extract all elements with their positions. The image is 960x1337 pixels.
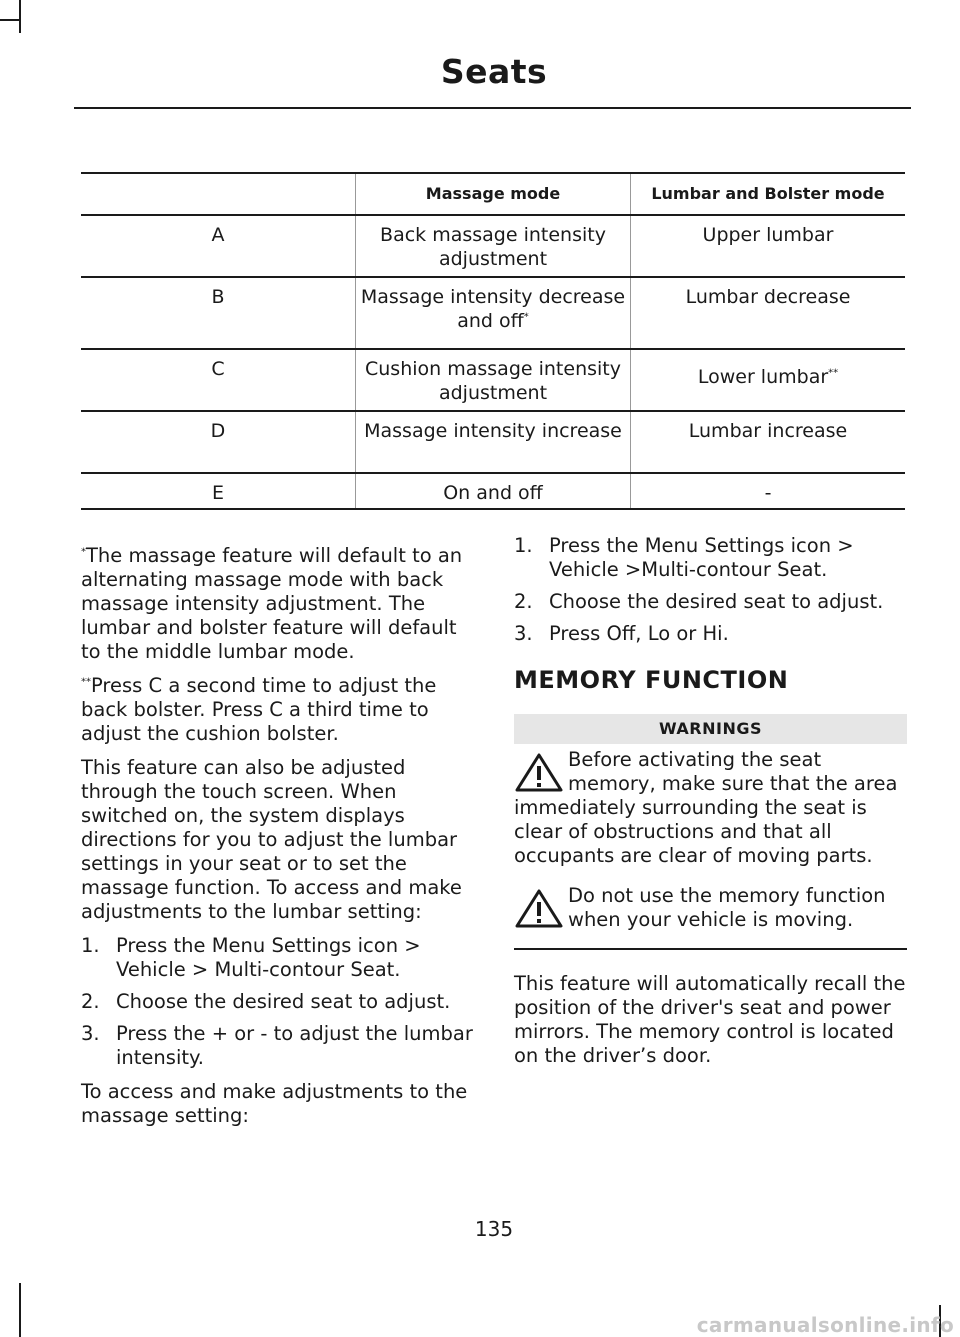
warnings-banner: WARNINGS: [514, 714, 907, 744]
table-row: [81, 473, 905, 509]
table-cell-massage: On and off: [356, 473, 631, 509]
header-divider: [74, 107, 911, 109]
footnote-2: **Press C a second time to adjust the back bolster. Press C a third time to adjust the cushion bolster.: [81, 674, 437, 745]
table-cell-lumbar: -: [631, 473, 906, 509]
warning-triangle-icon: [514, 888, 564, 930]
lumbar-steps-list: [81, 934, 474, 1070]
list-item: 3. Press Off, Lo or Hi.: [514, 622, 729, 645]
crop-mark-top-left-horizontal: [0, 19, 21, 21]
table-row: [81, 349, 905, 411]
watermark: carmanualsonline.info: [696, 1313, 954, 1337]
table-cell-massage: Massage intensity decrease and off*: [356, 277, 631, 349]
table-cell-key: B: [81, 277, 356, 349]
table-cell-lumbar: Upper lumbar: [631, 215, 906, 277]
table-header-lumbar-bolster-mode: Lumbar and Bolster mode: [631, 173, 906, 215]
warnings-divider: [514, 948, 907, 950]
table-cell-key: D: [81, 411, 356, 473]
crop-mark-top-left: [19, 0, 21, 33]
memory-function-paragraph: This feature will automatically recall the position of the driver's seat and power mirrors. The memory control is located on the driver’s door.: [514, 972, 906, 1067]
table-cell-key: E: [81, 473, 356, 509]
list-item: 2. Choose the desired seat to adjust.: [81, 990, 451, 1013]
page-title: Seats: [440, 52, 548, 91]
table-header-massage-mode: Massage mode: [356, 173, 631, 215]
warning-item: [514, 748, 907, 868]
table-cell-massage: Massage intensity increase: [356, 411, 631, 473]
touch-screen-paragraph: This feature can also be adjusted through the touch screen. When switched on, the system displays directions for you to adjust the lumbar settings in your seat or to set the massage function. To access and make adjustments to the lumbar setting:: [81, 756, 462, 923]
footnote-1: *The massage feature will default to an alternating massage mode with back massage intensity adjustment. The lumbar and bolster feature will default to the middle lumbar mode.: [81, 544, 463, 663]
table-cell-massage: Back massage intensity adjustment: [356, 215, 631, 277]
warning-triangle-icon: [514, 752, 564, 794]
list-item: 2. Choose the desired seat to adjust.: [514, 590, 884, 613]
table-row: [81, 277, 905, 349]
section-heading-memory-function: MEMORY FUNCTION: [514, 666, 789, 694]
warning-text: Do not use the memory function when your vehicle is moving.: [568, 884, 886, 931]
footnote-marker: **: [828, 367, 839, 379]
table-cell-massage: Cushion massage intensity adjustment: [356, 349, 631, 411]
list-item: 1. Press the Menu Settings icon > Vehicle >Multi-contour Seat.: [514, 534, 854, 581]
massage-access-paragraph: To access and make adjustments to the massage setting:: [81, 1080, 468, 1127]
list-item: 1. Press the Menu Settings icon > Vehicle > Multi-contour Seat.: [81, 934, 421, 981]
table-row: [81, 411, 905, 473]
list-item: 3. Press the + or - to adjust the lumbar intensity.: [81, 1022, 473, 1069]
table-cell-key: C: [81, 349, 356, 411]
table-header-row: [81, 173, 905, 215]
table-cell-key: A: [81, 215, 356, 277]
page-number: 135: [474, 1217, 514, 1241]
table-cell-lumbar: Lower lumbar**: [631, 349, 906, 411]
table-cell-lumbar: Lumbar increase: [631, 411, 906, 473]
warning-text: Before activating the seat memory, make sure that the area immediately surrounding the seat is clear of obstructions and that all occupants are clear of moving parts.: [514, 748, 898, 867]
crop-mark-bottom-left: [19, 1283, 21, 1337]
massage-steps-list: [514, 534, 907, 646]
table-cell-lumbar: Lumbar decrease: [631, 277, 906, 349]
seat-mode-table: [81, 172, 905, 510]
table-header-key: [81, 173, 356, 215]
right-column: [514, 534, 907, 1078]
table-row: [81, 215, 905, 277]
left-column: [81, 544, 474, 1138]
warning-item: [514, 884, 907, 932]
footnote-marker: *: [523, 311, 529, 323]
